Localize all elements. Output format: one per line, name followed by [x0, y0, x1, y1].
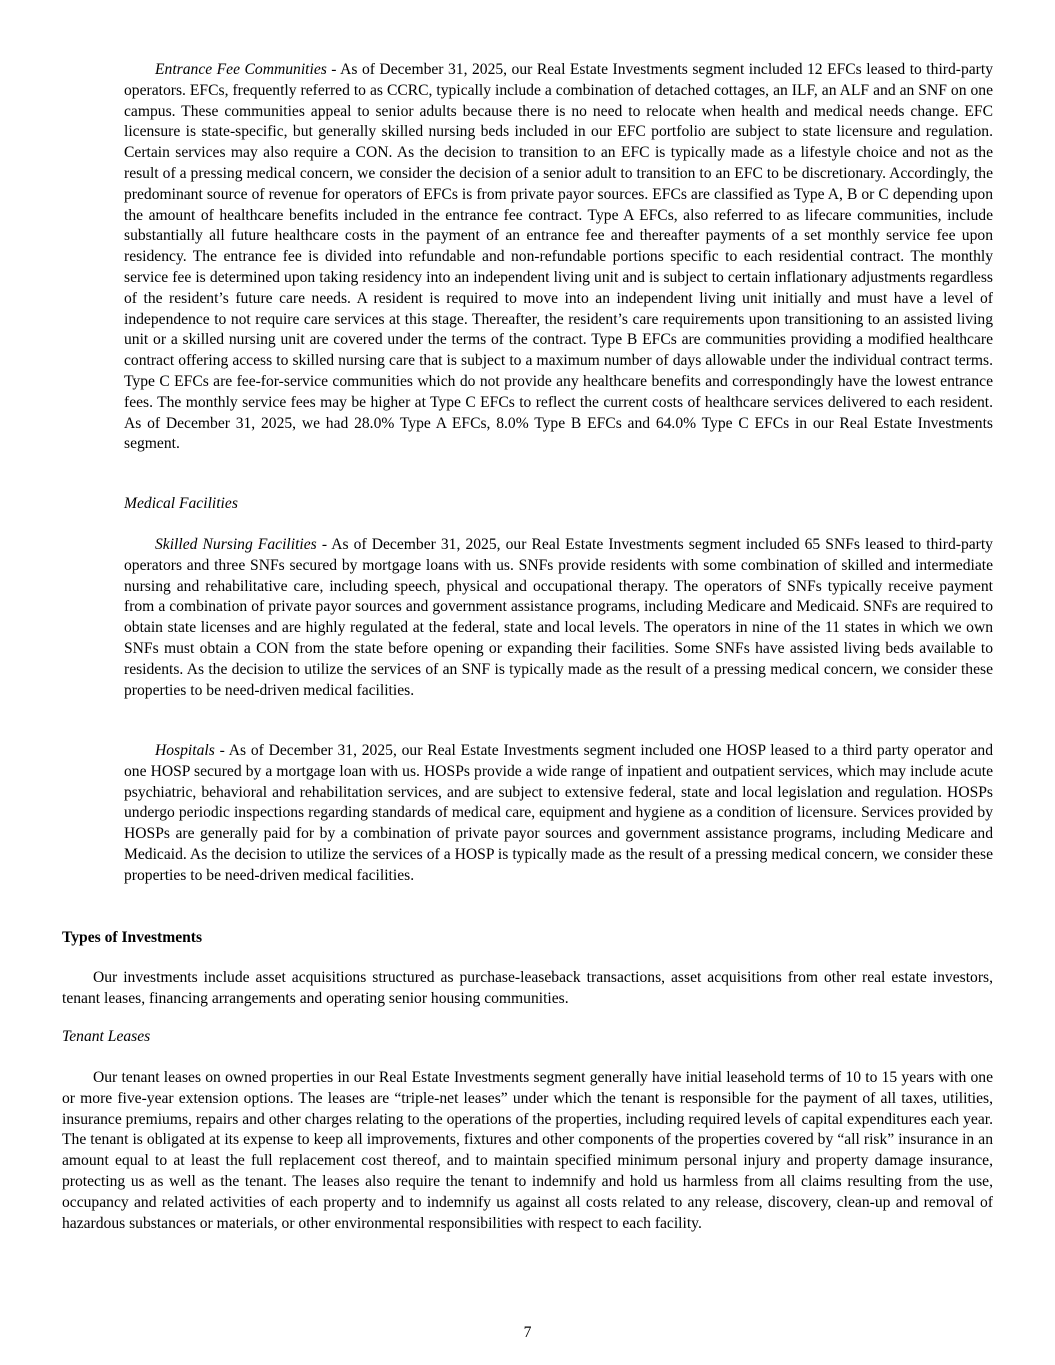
types-paragraph: Our investments include asset acquisitions structured as purchase-leaseback transactions, asset acquisitions from other real estate investors, tenant leases, financing arrangements and operating senior housing communities. — [62, 969, 993, 1007]
page-number: 7 — [523, 1324, 532, 1341]
hosp-paragraph — [124, 741, 993, 887]
efc-lead: Entrance Fee Communities - — [155, 61, 337, 78]
hosp-text: As of December 31, 2025, our Real Estate Investments segment included one HOSP leased to a third party operator and one HOSP secured by a mortgage loan with us. HOSPs provide a wide range of inpatient and outpatient services, which may include acute psychiatric, behavioral and rehabilitation services, and are subject to extensive federal, state and local legislation and regulation. HOSPs undergo periodic inspections regarding standards of medical care, equipment and hygiene as a condition of licensure. Services provided by HOSPs are generally paid for by a combination of private payor sources and government assistance programs, including Medicare and Medicaid. As the decision to utilize the services of a HOSP is typically made as the result of a pressing medical concern, we consider these properties to be need-driven medical facilities. — [124, 742, 993, 884]
types-of-investments-heading: Types of Investments — [62, 929, 203, 946]
tenant-leases-heading: Tenant Leases — [62, 1028, 151, 1045]
tenant-leases-paragraph: Our tenant leases on owned properties in our Real Estate Investments segment generally have initial leasehold terms of 10 to 15 years with one or more five-year extension options. The leases are “triple-net leases” under which the tenant is responsible for the payment of all taxes, utilities, insurance premiums, repairs and other charges relating to the operations of the properties, including required levels of capital expenditures each year. The tenant is obligated at its expense to keep all improvements, fixtures and other components of the properties covered by “all risk” insurance in an amount equal to at least the full replacement cost thereof, and to maintain specified minimum personal injury and property damage insurance, protecting us as well as the tenant. The leases also require the tenant to indemnify and hold us harmless from all claims resulting from the use, occupancy and related activities of each property and to indemnify us against all costs related to any release, discovery, clean-up and removal of hazardous substances or materials, or other environmental responsibilities with respect to each facility. — [62, 1069, 993, 1232]
snf-text: As of December 31, 2025, our Real Estate Investments segment included 65 SNFs leased to third-party operators and three SNFs secured by mortgage loans with us. SNFs provide residents with some combination of skilled and intermediate nursing and rehabilitative care, including speech, physical and occupational therapy. The operators of SNFs typically receive payment from a combination of private payor sources and government assistance programs, including Medicare and Medicaid. SNFs are required to obtain state licenses and are highly regulated at the federal, state and local levels. The operators in nine of the 11 states in which we own SNFs must obtain a CON from the state before opening or expanding their facilities. Some SNFs have assisted living beds available to residents. As the decision to utilize the services of an SNF is typically made as the result of a pressing medical concern, we consider these properties to be need-driven medical facilities. — [124, 536, 993, 699]
snf-paragraph — [124, 535, 993, 701]
efc-text: As of December 31, 2025, our Real Estate Investments segment included 12 EFCs leased to third-party operators. EFCs, frequently referred to as CCRC, typically include a combination of detached cottages, an ILF, an ALF and an SNF on one campus. These communities appeal to senior adults because there is no need to relocate when health and medical needs change. EFC licensure is state-specific, but generally skilled nursing beds included in our EFC portfolio are subject to state licensure and regulation. Certain services may also require a CON. As the decision to transition to an EFC is typically made as a lifestyle choice and not as the result of a pressing medical concern, we consider the decision of a senior adult to transition to an EFC to be discretionary. Accordingly, the predominant source of revenue for operators of EFCs is from private payor sources. EFCs are classified as Type A, B or C depending upon the amount of healthcare benefits included in the entrance fee contract. Type A EFCs, also referred to as lifecare communities, include substantially all future healthcare costs in the payment of an entrance fee and thereafter payments of a set monthly service fee upon residency. The entrance fee is divided into refundable and non-refundable portions specific to each residential contract. The monthly service fee is determined upon taking residency into an independent living unit and is subject to certain inflationary adjustments regardless of the resident’s future care needs. A resident is required to move into an independent living unit initially and must have a level of independence to not require care services at this stage. Thereafter, the resident’s care requirements upon transitioning to an assisted living unit or a skilled nursing unit are covered under the terms of the contract. Type B EFCs are communities providing a modified healthcare contract offering access to skilled nursing care that is subject to a maximum number of days allowable under the individual contract terms. Type C EFCs are fee-for-service communities which do not provide any healthcare benefits and correspondingly have the lowest entrance fees. The monthly service fees may be higher at Type C EFCs to reflect the current costs of healthcare services delivered to each resident. As of December 31, 2025, we had 28.0% Type A EFCs, 8.0% Type B EFCs and 64.0% Type C EFCs in our Real Estate Investments segment. — [124, 61, 993, 453]
efc-paragraph — [124, 60, 993, 455]
medical-facilities-heading: Medical Facilities — [124, 495, 238, 512]
hosp-lead: Hospitals - — [155, 742, 225, 759]
snf-lead: Skilled Nursing Facilities - — [155, 536, 328, 553]
